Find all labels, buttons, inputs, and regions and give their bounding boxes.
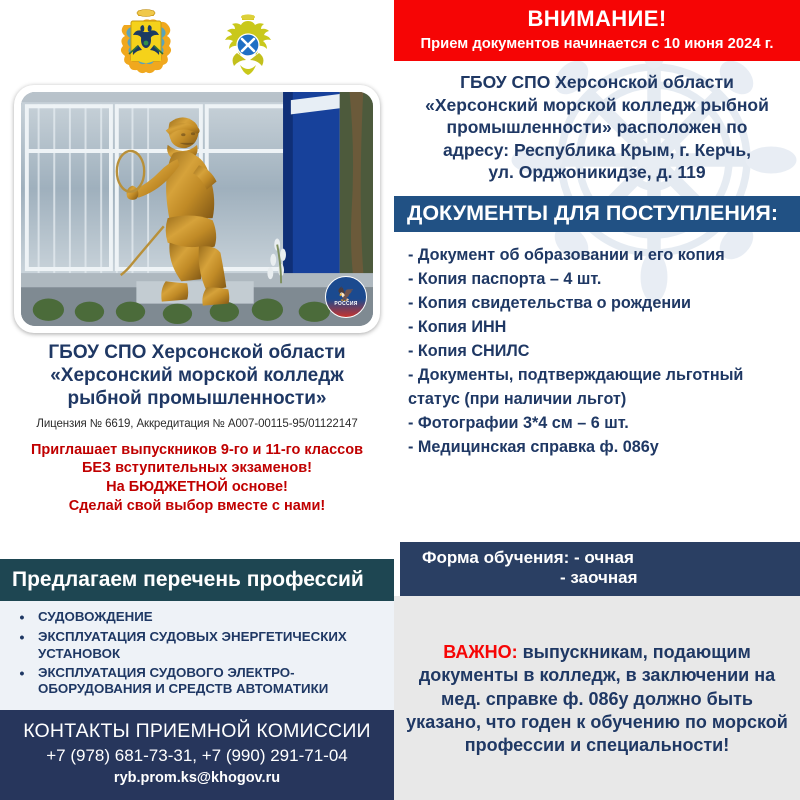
attention-banner bbox=[394, 0, 800, 61]
professions-section bbox=[0, 601, 394, 710]
left-column bbox=[0, 0, 394, 800]
professions-list bbox=[6, 609, 384, 698]
list-item: - Документы, подтверждающие льготный bbox=[408, 365, 744, 384]
right-column bbox=[394, 0, 800, 800]
study-form-line-1: Форма обучения: - очная bbox=[422, 548, 634, 568]
address-line-4: адресу: Республика Крым, г. Керчь, bbox=[442, 139, 752, 160]
list-item: - Копия свидетельства о рождении bbox=[408, 293, 692, 312]
contacts-section bbox=[0, 710, 394, 800]
invitation-line-1: Приглашает выпускников 9-го и 11-го классов bbox=[31, 441, 363, 458]
profession-label: ЭКСПЛУАТАЦИЯ СУДОВОГО ЭЛЕКТРО-ОБОРУДОВАНИЯ И СРЕДСТВ АВТОМАТИКИ bbox=[38, 664, 329, 697]
photo-card bbox=[14, 85, 380, 333]
study-form-line-2: - заочная bbox=[560, 568, 638, 588]
documents-section bbox=[394, 232, 800, 527]
contacts-email[interactable]: ryb.prom.ks@khogov.ru bbox=[113, 770, 281, 786]
attention-title: ВНИМАНИЕ! bbox=[527, 6, 667, 31]
invitation-line-4: Сделай свой выбор вместе с нами! bbox=[68, 498, 326, 515]
list-item: статус (при наличии льгот) bbox=[408, 389, 627, 408]
address-line-1: ГБОУ СПО Херсонской области bbox=[460, 72, 734, 92]
contacts-phones[interactable]: +7 (978) 681-73-31, +7 (990) 291-71-04 bbox=[46, 746, 348, 765]
address-line-5: ул. Орджоникидзе, д. 119 bbox=[488, 162, 706, 183]
list-item: - Копия паспорта – 4 шт. bbox=[408, 269, 602, 288]
profession-label: ЭКСПЛУАТАЦИЯ СУДОВЫХ ЭНЕРГЕТИЧЕСКИХ УСТАНОВОК bbox=[38, 629, 347, 661]
list-item: - Копия СНИЛС bbox=[408, 341, 530, 360]
address-line-2: «Херсонский морской колледж рыбной bbox=[425, 94, 769, 115]
rossiya-badge bbox=[325, 276, 367, 318]
profession-label: СУДОВОЖДЕНИЕ bbox=[38, 609, 153, 625]
license-accreditation-line: Лицензия № 6619, Аккредитация № А007-00115-95/01122147 bbox=[36, 417, 358, 430]
invitation-text bbox=[0, 441, 394, 516]
list-item: - Медицинская справка ф. 086у bbox=[408, 437, 659, 456]
study-form-block bbox=[400, 542, 800, 596]
contacts-title: КОНТАКТЫ ПРИЕМНОЙ КОМИССИИ bbox=[23, 720, 371, 742]
rosobrnadzor-emblem-icon bbox=[218, 7, 278, 79]
college-name bbox=[0, 341, 394, 411]
divider bbox=[394, 526, 800, 542]
college-address-block bbox=[394, 61, 800, 196]
college-name-line-1: ГБОУ СПО Херсонской области bbox=[48, 342, 346, 363]
fisherman-statue-image bbox=[21, 92, 373, 326]
list-item: - Документ об образовании и его копия bbox=[408, 245, 725, 264]
invitation-line-2: БЕЗ вступительных экзаменов! bbox=[81, 460, 313, 477]
kherson-oblast-coat-of-arms-icon bbox=[116, 7, 176, 79]
list-item: - Копия ИНН bbox=[408, 317, 507, 336]
bullet-icon: • bbox=[19, 664, 25, 681]
eagle-icon: 🦅 bbox=[337, 286, 355, 302]
address-line-3: промышленности» расположен по bbox=[446, 117, 748, 138]
rossiya-badge-label: РОССИЯ bbox=[334, 301, 358, 307]
important-keyword: ВАЖНО: bbox=[443, 641, 518, 662]
bullet-icon: • bbox=[19, 629, 25, 645]
list-item bbox=[6, 609, 384, 627]
attention-subtitle: Прием документов начинается с 10 июня 2024 г. bbox=[420, 36, 774, 52]
invitation-line-3: На БЮДЖЕТНОЙ основе! bbox=[106, 479, 288, 496]
emblems-row bbox=[0, 0, 394, 85]
fisherman-statue-photo bbox=[21, 92, 373, 326]
important-text: выпускникам, подающим документы в колледж, в заключении на мед. справке ф. 086у должно быть указано, что годен к обучению по морской профессии и специальности! bbox=[406, 641, 788, 756]
college-name-line-2: «Херсонский морской колледж bbox=[50, 365, 344, 387]
list-item bbox=[6, 665, 384, 699]
documents-header: ДОКУМЕНТЫ ДЛЯ ПОСТУПЛЕНИЯ: bbox=[394, 196, 800, 232]
list-item: - Фотографии 3*4 см – 6 шт. bbox=[408, 413, 629, 432]
bullet-icon: • bbox=[19, 609, 25, 626]
documents-list bbox=[408, 244, 790, 459]
important-notice bbox=[394, 596, 800, 800]
professions-header: Предлагаем перечень профессий bbox=[0, 559, 394, 601]
college-name-line-3: рыбной промышленности» bbox=[67, 388, 327, 410]
list-item bbox=[6, 629, 384, 663]
